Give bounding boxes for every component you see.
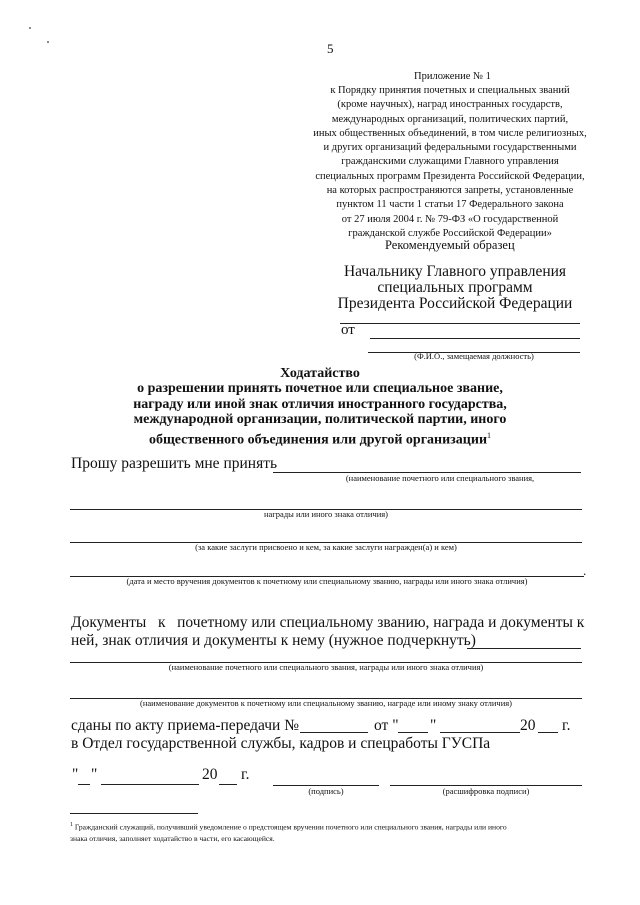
addressee-line: специальных программ: [377, 279, 533, 296]
handover-year-blank[interactable]: [538, 732, 558, 733]
appendix-text: [300, 84, 600, 241]
request-text: Прошу разрешить мне принять: [71, 455, 278, 472]
appendix-line: на которых распространяются запреты, установленные: [326, 185, 574, 197]
handover-year-suffix: г.: [562, 717, 571, 734]
date-year-blank[interactable]: [219, 784, 237, 785]
subtitle-line: о разрешении принять почетное или специальное звание,: [137, 381, 503, 396]
signature-decode-caption: (расшифровка подписи): [442, 786, 530, 796]
from-label: от: [341, 322, 355, 338]
subtitle-line: международной организации, политической партии, иного: [133, 412, 507, 427]
petition-title: Ходатайство: [280, 366, 360, 381]
signature-caption: (подпись): [308, 786, 344, 796]
petition-subtitle: [100, 381, 540, 448]
request-line-4-period: .: [583, 563, 587, 578]
footnote-text-2: знака отличия, заполняет ходатайство в части, его касающейся.: [70, 833, 275, 843]
addressee-line: Президента Российской Федерации: [337, 295, 573, 312]
request-caption-1: (наименование почетного или специального звания,: [345, 473, 535, 483]
request-caption-4: (дата и место вручения документов к почетному или специальному званию, награды или иного знака отличия): [126, 576, 528, 586]
handover-month-blank[interactable]: [440, 732, 520, 733]
documents-blank-line-1[interactable]: [467, 648, 581, 649]
documents-caption-1: (наименование почетного или специального звания, награды или иного знака отличия): [168, 662, 484, 672]
addressee-blank-line[interactable]: [340, 323, 580, 324]
appendix-line: гражданской службе Российской Федерации»: [348, 227, 552, 239]
handover-text: сданы по акту приема-передачи №: [71, 717, 300, 734]
scan-speck: [29, 27, 31, 29]
date-day-blank[interactable]: [78, 784, 90, 785]
recommended-sample-label: Рекомендуемый образец: [385, 238, 515, 252]
date-year-prefix: 20: [202, 766, 218, 783]
footnote-mark: 1: [70, 822, 73, 828]
appendix-line: международных организаций, политических партий,: [331, 113, 569, 125]
appendix-line: иных общественных объединений, в том числе религиозных,: [313, 127, 587, 139]
addressee-line: Начальнику Главного управления: [343, 263, 567, 280]
handover-department: в Отдел государственной службы, кадров и спецработы ГУСПа: [71, 735, 491, 752]
subtitle-line: [100, 428, 540, 448]
handover-day-blank[interactable]: [398, 732, 428, 733]
footnote: [70, 820, 590, 844]
documents-line-2: ней, знак отличия и документы к нему (нужное подчеркнуть): [71, 632, 476, 649]
footnote-separator: [70, 813, 198, 814]
handover-quote-close: ": [430, 717, 437, 734]
date-quote-open: ": [72, 766, 79, 783]
appendix-line: (кроме научных), наград иностранных государств,: [337, 99, 563, 111]
footnote-line-1: [70, 820, 590, 833]
scan-speck: [47, 41, 49, 43]
fio-caption: (Ф.И.О., замещаемая должность): [414, 351, 534, 361]
page-number: 5: [327, 41, 334, 56]
handover-from: от ": [374, 717, 399, 734]
appendix-line: от 27 июля 2004 г. № 79-ФЗ «О государственной: [341, 213, 559, 225]
documents-line-1: Документы к почетному или специальному званию, награда и документы к: [71, 614, 585, 631]
addressee: [330, 264, 580, 312]
appendix-line: гражданскими служащими Главного управления: [341, 156, 559, 168]
appendix-line: к Порядку принятия почетных и специальных званий: [330, 85, 570, 96]
date-month-blank[interactable]: [101, 784, 199, 785]
documents-caption-2: (наименование документов к почетному или специальному званию, награде или иному знаку отличия): [140, 698, 512, 708]
appendix-line: и других организаций федеральными государственными: [323, 142, 577, 154]
footnote-ref: 1: [487, 430, 492, 440]
subtitle-line-text: общественного объединения или другой организации: [148, 432, 488, 448]
date-quote-close: ": [91, 766, 98, 783]
request-caption-2: награды или иного знака отличия): [263, 509, 389, 519]
handover-year-prefix: 20: [520, 717, 536, 734]
date-year-suffix: г.: [241, 766, 250, 783]
appendix-title: Приложение № 1: [414, 71, 491, 82]
appendix-line: пунктом 11 части 1 статьи 17 Федерального закона: [336, 199, 564, 211]
request-caption-3: (за какие заслуги присвоено и кем, за какие заслуги награжден(а) и кем): [195, 542, 457, 552]
from-blank-line[interactable]: [370, 338, 580, 339]
appendix-line: специальных программ Президента Российской Федерации,: [315, 170, 585, 182]
footnote-text-1: Гражданский служащий, получивший уведомление о предстоящем вручении почетного или специального звания, награды или иного: [74, 822, 507, 832]
subtitle-line: награду или иной знак отличия иностранного государства,: [133, 396, 507, 412]
act-number-blank[interactable]: [300, 732, 368, 733]
